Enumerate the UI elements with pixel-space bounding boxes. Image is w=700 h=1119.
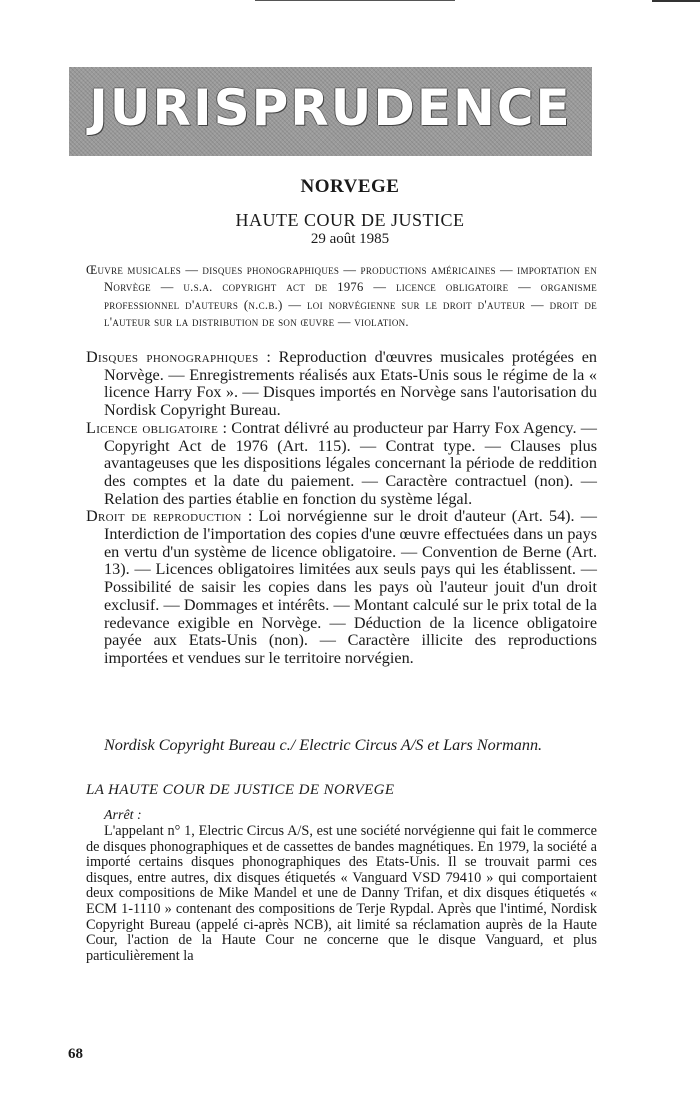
court-heading: HAUTE COUR DE JUSTICE — [235, 210, 465, 230]
case-parties: Nordisk Copyright Bureau c./ Electric Circus A/S et Lars Normann. — [104, 736, 543, 754]
summary-term: Disques phonographiques — [86, 348, 259, 366]
summary-term: Licence obligatoire — [86, 418, 219, 437]
keywords-text: Œuvre musicales — disques phonographiques — productions américaines — importation en Norvège — u.s.a. copyright act de 1976 — licence obligatoire — organisme professionnel d'auteurs (n.c.b.) — loi norvégienne sur le droit d'auteur — droit de l'auteur sur la distribution de son œuvre — violation. — [86, 263, 597, 330]
summary-item — [86, 349, 597, 420]
country-heading: NORVEGE — [300, 176, 400, 197]
summary-text: : Reproduction d'œuvres musicales protégées en Norvège. — Enregistrements réalisés aux Etats-Unis sous le régime de la « licence Harry Fox ». — Disques importés en Norvège sans l'autorisation du Nordisk Copyright Bureau. — [104, 348, 597, 420]
summary-block — [86, 349, 597, 668]
decision-date: 29 août 1985 — [310, 231, 390, 247]
court-title: LA HAUTE COUR DE JUSTICE DE NORVEGE — [86, 782, 395, 798]
summary-item — [86, 508, 597, 667]
top-rule-right — [652, 0, 700, 2]
summary-term: Droit de reproduction — [86, 507, 242, 526]
summary-text: : Loi norvégienne sur le droit d'auteur (Art. 54). — Interdiction de l'importation des copies d'une œuvre effectuées dans un pays en vertu d'un système de licence obligatoire. — Convention de Berne (Art. 13). — Licences obligatoires limitées aux seuls pays qui les établissent. — Possibilité de saisir les copies dans les pays où l'auteur jouit d'un droit exclusif. — Dommages et intérêts. — Montant calculé sur le prix total de la redevance exigible en Norvège. — Déduction de la licence obligatoire payée aux Etats-Unis (non). — Caractère illicite des reproductions importées et vendues sur le territoire norvégien. — [104, 507, 597, 667]
summary-item — [86, 420, 597, 509]
keywords-summary — [86, 262, 597, 332]
judgment-body: L'appelant n° 1, Electric Circus A/S, est une société norvégienne qui fait le commerce de disques phonographiques et de cassettes de bandes magnétiques. En 1979, la société a importé certains disques phonographiques des Etats-Unis. Il se trouvait parmi ces disques, entre autres, dix disques étiquetés « Vanguard VSD 79410 » qui comportaient deux compositions de Mike Mandel et une de Danny Trifan, et dix disques étiquetés « ECM 1-1110 » contenant des compositions de Terje Rypdal. Après que l'intimé, Nordisk Copyright Bureau (appelé ci-après NCB), ait limité sa réclamation auprès de la Haute Cour, l'action de la Haute Cour ne concerne que le disque Vanguard, et plus particulièrement la — [86, 823, 597, 964]
top-rule — [255, 0, 455, 1]
summary-text: : Contrat délivré au producteur par Harry Fox Agency. — Copyright Act de 1976 (Art. 115). — Contrat type. — Clauses plus avantageuses que les dispositions légales concernant la période de reddition des comptes et la date du paiement. — Caractère contractuel (non). — Relation des parties établie en fonction du système légal. — [104, 418, 597, 508]
judgment-label: Arrêt : — [104, 808, 142, 823]
page-number: 68 — [68, 1046, 83, 1062]
banner-title: JURISPRUDENCE — [89, 79, 572, 137]
section-banner — [69, 67, 592, 156]
